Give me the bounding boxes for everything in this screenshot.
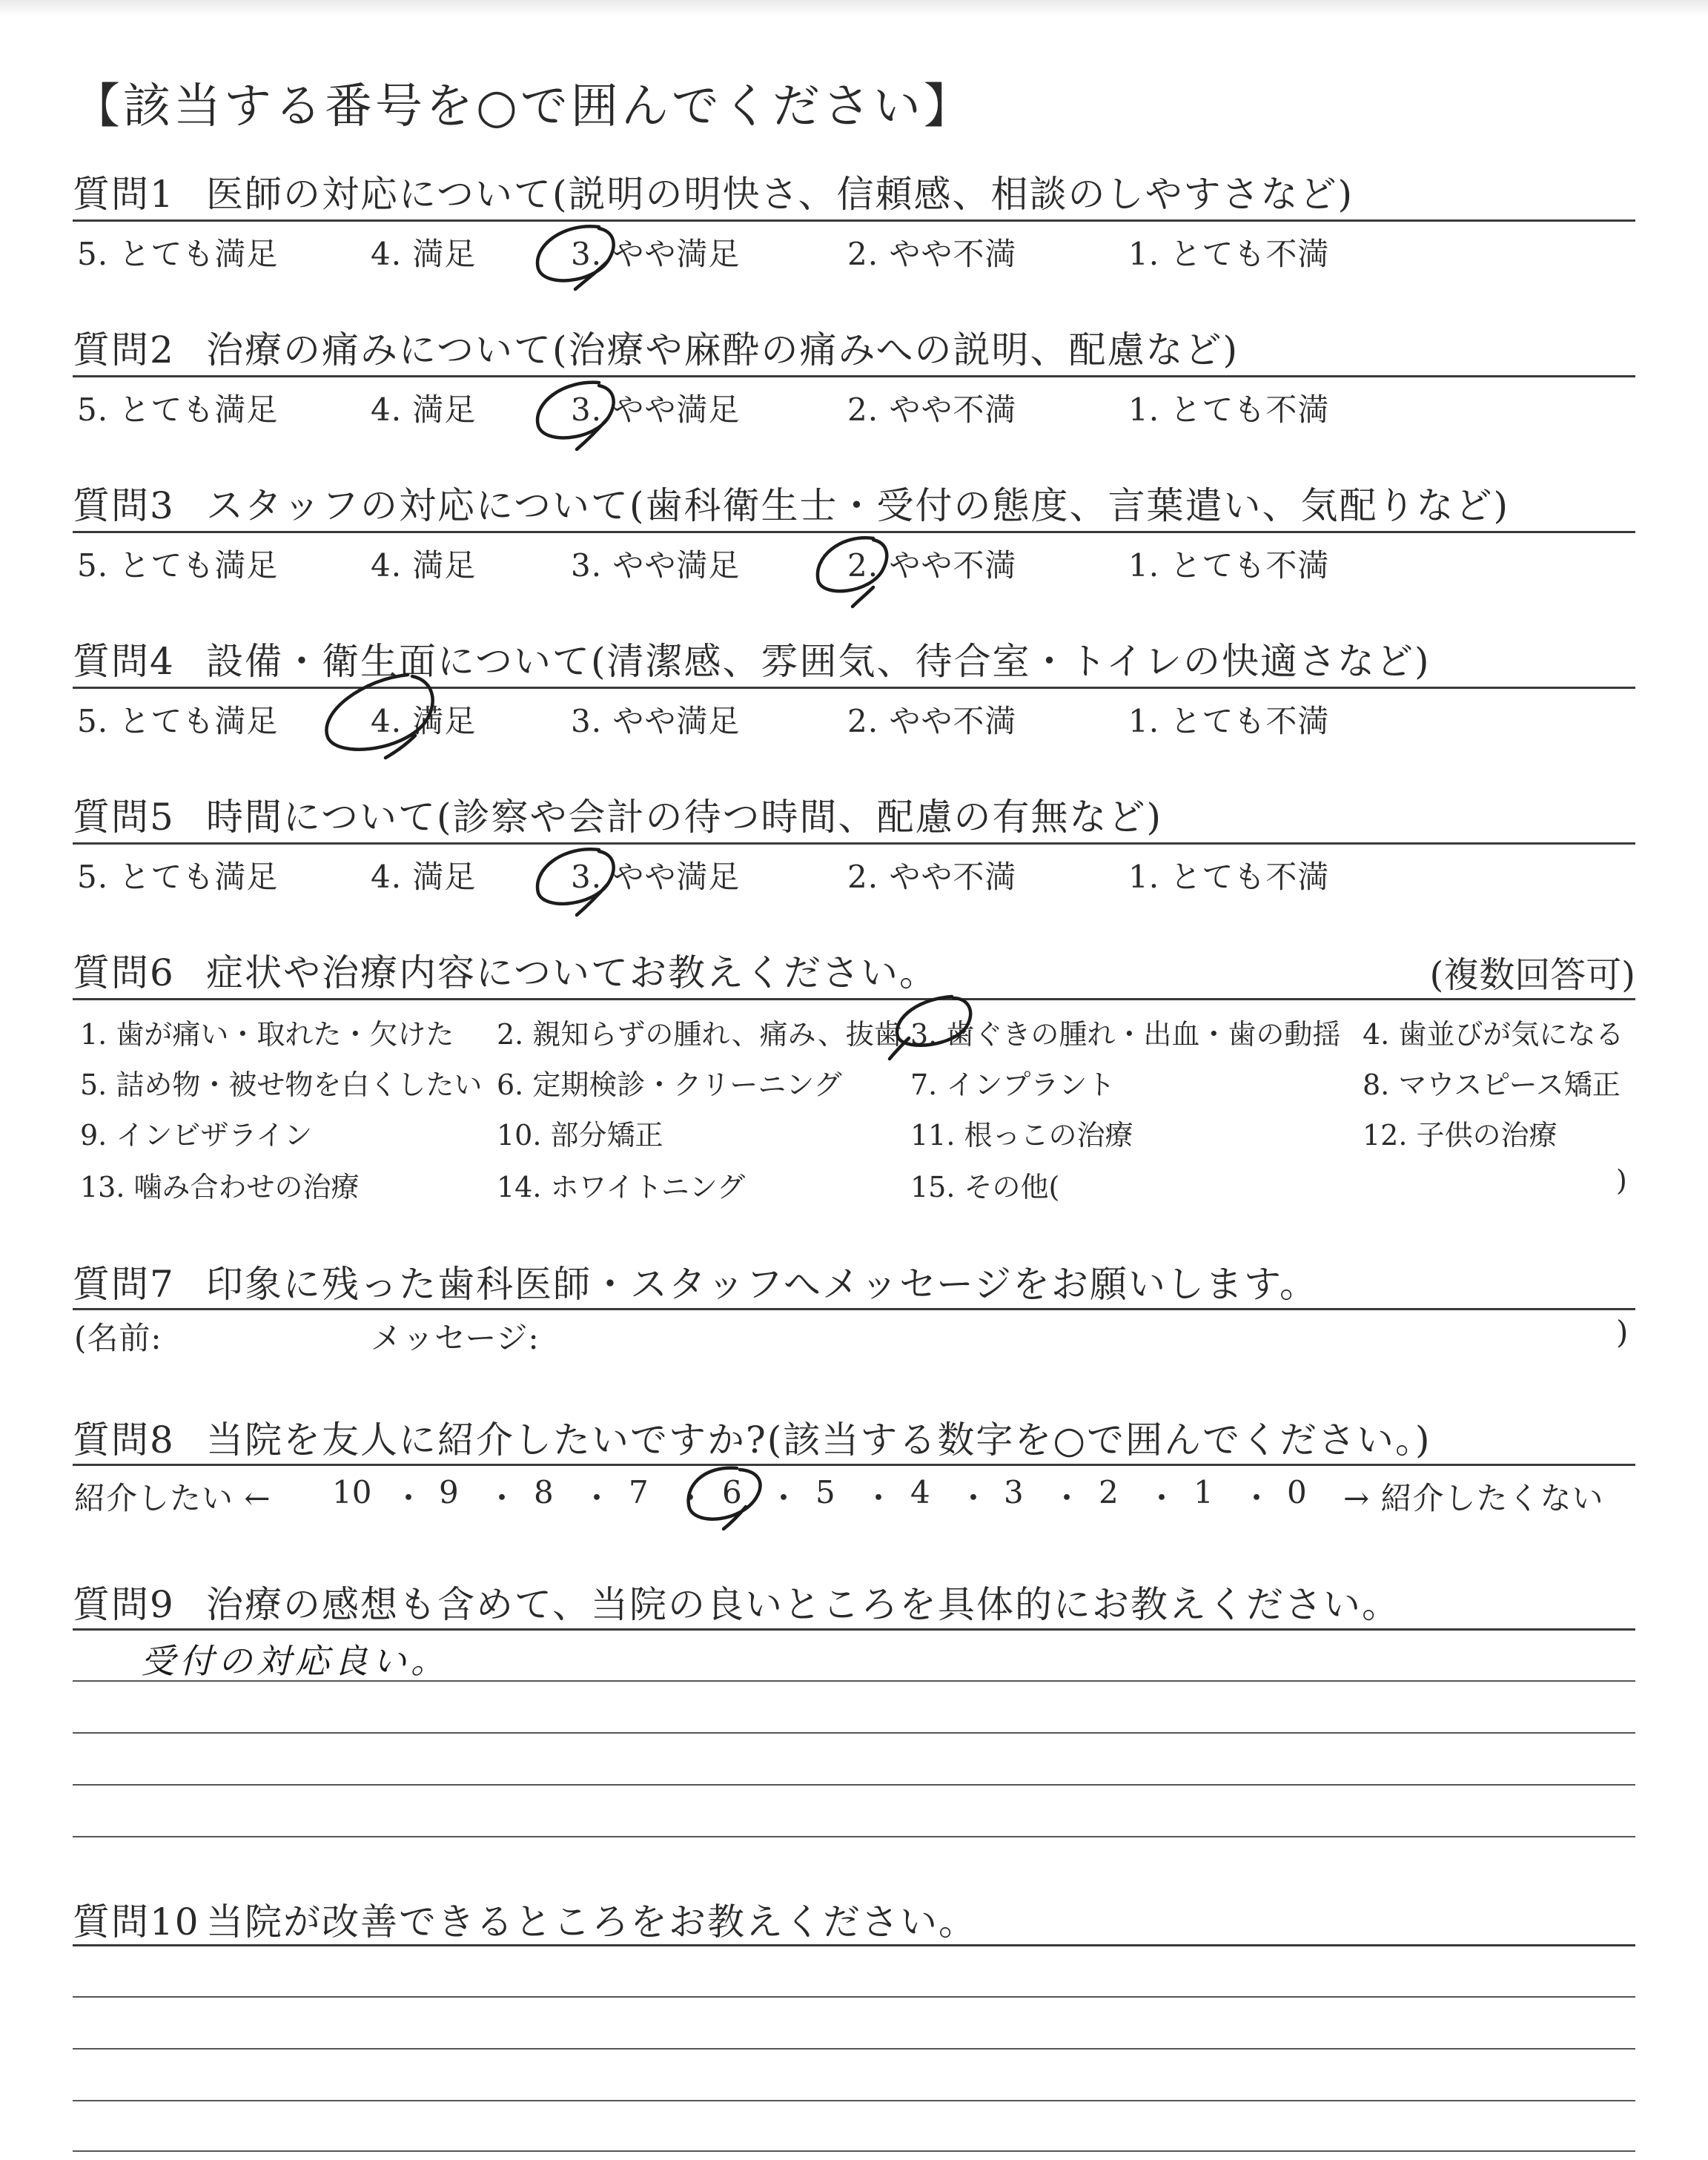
question-number: 質問6 [73,951,175,994]
answer-line [73,2048,1635,2050]
scale-separator: ・ [1051,1480,1083,1516]
symptom-option-9[interactable]: 9. インビザライン [80,1119,313,1152]
question-number: 質問5 [73,796,175,839]
question-number: 質問4 [73,640,175,683]
question-9-title [73,1575,1400,1628]
question-9-rule [73,1628,1635,1631]
option-3[interactable]: 3. やや満足 [571,859,741,895]
scale-separator: ・ [1146,1480,1178,1516]
question-text: スタッフの対応について(歯科衛生士・受付の態度、言葉遣い、気配りなど) [206,484,1510,527]
question-text: 治療の痛みについて(治療や麻酔の痛みへの説明、配慮など) [206,328,1239,371]
symptom-option-6[interactable]: 6. 定期検診・クリーニング [497,1069,842,1101]
recommend-right-label: → 紹介したくない [1343,1480,1604,1516]
scale-4[interactable]: 4 [910,1474,930,1510]
scale-9[interactable]: 9 [439,1474,459,1510]
message-label: メッセージ: [371,1320,540,1356]
option-3[interactable]: 3. やや満足 [571,392,741,428]
scale-0[interactable]: 0 [1287,1474,1307,1510]
symptom-option-10[interactable]: 10. 部分矯正 [497,1119,663,1152]
question-8-rule [73,1464,1635,1466]
answer-line [73,1680,1635,1682]
symptom-option-1[interactable]: 1. 歯が痛い・取れた・欠けた [80,1018,454,1051]
question-number: 質問9 [73,1583,175,1626]
symptom-option-13[interactable]: 13. 噛み合わせの治療 [80,1171,360,1203]
scale-5[interactable]: 5 [815,1474,835,1510]
question-1-title [73,165,1354,218]
option-1[interactable]: 1. とても不満 [1128,392,1330,428]
answer-line [73,2100,1635,2101]
option-2[interactable]: 2. やや不満 [847,236,1017,272]
symptom-option-4[interactable]: 4. 歯並びが気になる [1363,1018,1624,1051]
message-close-paren: ) [1616,1314,1629,1350]
scale-separator: ・ [863,1480,895,1516]
question-4-rule [73,687,1635,689]
symptom-option-7[interactable]: 7. インプラント [910,1069,1116,1101]
question-number: 質問2 [73,328,175,371]
scale-8[interactable]: 8 [534,1474,554,1510]
scale-separator: ・ [675,1480,706,1516]
symptom-option-2[interactable]: 2. 親知らずの腫れ、痛み、抜歯 [497,1018,902,1051]
question-10-title [73,1892,977,1946]
option-5[interactable]: 5. とても満足 [77,547,279,584]
question-7-rule [73,1308,1635,1310]
handwritten-answer: 受付の対応良い。 [141,1641,449,1681]
symptom-option-15[interactable]: 15. その他( [910,1171,1060,1203]
question-6-title [73,943,938,997]
option-5[interactable]: 5. とても満足 [77,236,279,272]
question-5-rule [73,842,1635,845]
option-2[interactable]: 2. やや不満 [847,859,1017,895]
scale-separator: ・ [581,1480,613,1516]
symptom-option-12[interactable]: 12. 子供の治療 [1363,1119,1558,1152]
option-2[interactable]: 2. やや不満 [847,392,1017,428]
question-text: 時間について(診察や会計の待つ時間、配慮の有無など) [206,796,1163,839]
option-5[interactable]: 5. とても満足 [77,703,279,739]
question-3-title [73,476,1509,529]
question-5-title [73,787,1162,841]
question-text: 印象に残った歯科医師・スタッフへメッセージをお願いします。 [206,1263,1318,1306]
question-text: 当院が改善できるところをお教えください。 [206,1900,977,1943]
option-5[interactable]: 5. とても満足 [77,859,279,895]
option-3[interactable]: 3. やや満足 [571,547,741,584]
question-2-title [73,320,1239,374]
option-3[interactable]: 3. やや満足 [571,236,741,272]
question-8-title [73,1410,1431,1464]
scale-separator: ・ [768,1480,800,1516]
option-1[interactable]: 1. とても不満 [1128,703,1330,739]
question-number: 質問8 [73,1418,175,1462]
option-1[interactable]: 1. とても不満 [1128,236,1330,272]
option-3[interactable]: 3. やや満足 [571,703,741,739]
question-10-rule [73,1944,1635,1946]
scale-1[interactable]: 1 [1194,1474,1214,1510]
option-4[interactable]: 4. 満足 [371,547,477,584]
question-2-rule [73,375,1635,377]
question-4-title [73,632,1431,685]
question-text: 設備・衛生面について(清潔感、雰囲気、待合室・トイレの快適さなど) [206,640,1431,683]
answer-line [73,1996,1635,1998]
scale-2[interactable]: 2 [1099,1474,1119,1510]
question-text: 当院を友人に紹介したいですか?(該当する数字を○で囲んでください。) [206,1418,1431,1462]
symptom-option-8[interactable]: 8. マウスピース矯正 [1363,1069,1621,1101]
question-text: 医師の対応について(説明の明快さ、信頼感、相談のしやすさなど) [206,173,1354,216]
question-number: 質問3 [73,484,175,527]
scale-3[interactable]: 3 [1004,1474,1024,1510]
scale-separator: ・ [393,1480,425,1516]
option-5[interactable]: 5. とても満足 [77,392,279,428]
question-number: 質問7 [73,1263,175,1306]
scale-6[interactable]: 6 [722,1474,742,1510]
answer-line [73,2150,1635,2152]
answer-line [73,1836,1635,1837]
scale-separator: ・ [958,1480,990,1516]
option-4[interactable]: 4. 満足 [371,392,477,428]
instruction-heading: 【該当する番号を○で囲んでください】 [73,79,974,134]
symptom-option-14[interactable]: 14. ホワイトニング [497,1171,746,1203]
recommend-left-label: 紹介したい ← [74,1480,271,1516]
question-number: 質問10 [73,1900,200,1943]
answer-line [73,1732,1635,1734]
question-text: 治療の感想も含めて、当院の良いところを具体的にお教えください。 [206,1583,1400,1626]
question-7-title [73,1255,1318,1308]
other-close-paren: ) [1616,1164,1627,1197]
option-2[interactable]: 2. やや不満 [847,547,1017,584]
scan-edge [0,0,1708,16]
question-text: 症状や治療内容についてお教えください。 [206,951,938,994]
answer-line [73,1784,1635,1786]
question-number: 質問1 [73,173,175,216]
scale-10[interactable]: 10 [332,1474,372,1510]
multiple-answers-note: (複数回答可) [1429,954,1635,996]
scale-7[interactable]: 7 [629,1474,649,1510]
option-4[interactable]: 4. 満足 [371,859,477,895]
question-3-rule [73,531,1635,533]
option-1[interactable]: 1. とても不満 [1128,547,1330,584]
option-4[interactable]: 4. 満足 [371,236,477,272]
question-1-rule [73,219,1635,222]
option-2[interactable]: 2. やや不満 [847,703,1017,739]
scale-separator: ・ [486,1480,518,1516]
symptom-option-5[interactable]: 5. 詰め物・被せ物を白くしたい [80,1069,483,1101]
scale-separator: ・ [1241,1480,1273,1516]
name-label: (名前: [74,1320,162,1356]
option-4[interactable]: 4. 満足 [371,703,477,739]
option-1[interactable]: 1. とても不満 [1128,859,1330,895]
symptom-option-3[interactable]: 3. 歯ぐきの腫れ・出血・歯の動揺 [910,1018,1341,1051]
symptom-option-11[interactable]: 11. 根っこの治療 [910,1119,1133,1152]
question-6-rule [73,998,1635,1000]
